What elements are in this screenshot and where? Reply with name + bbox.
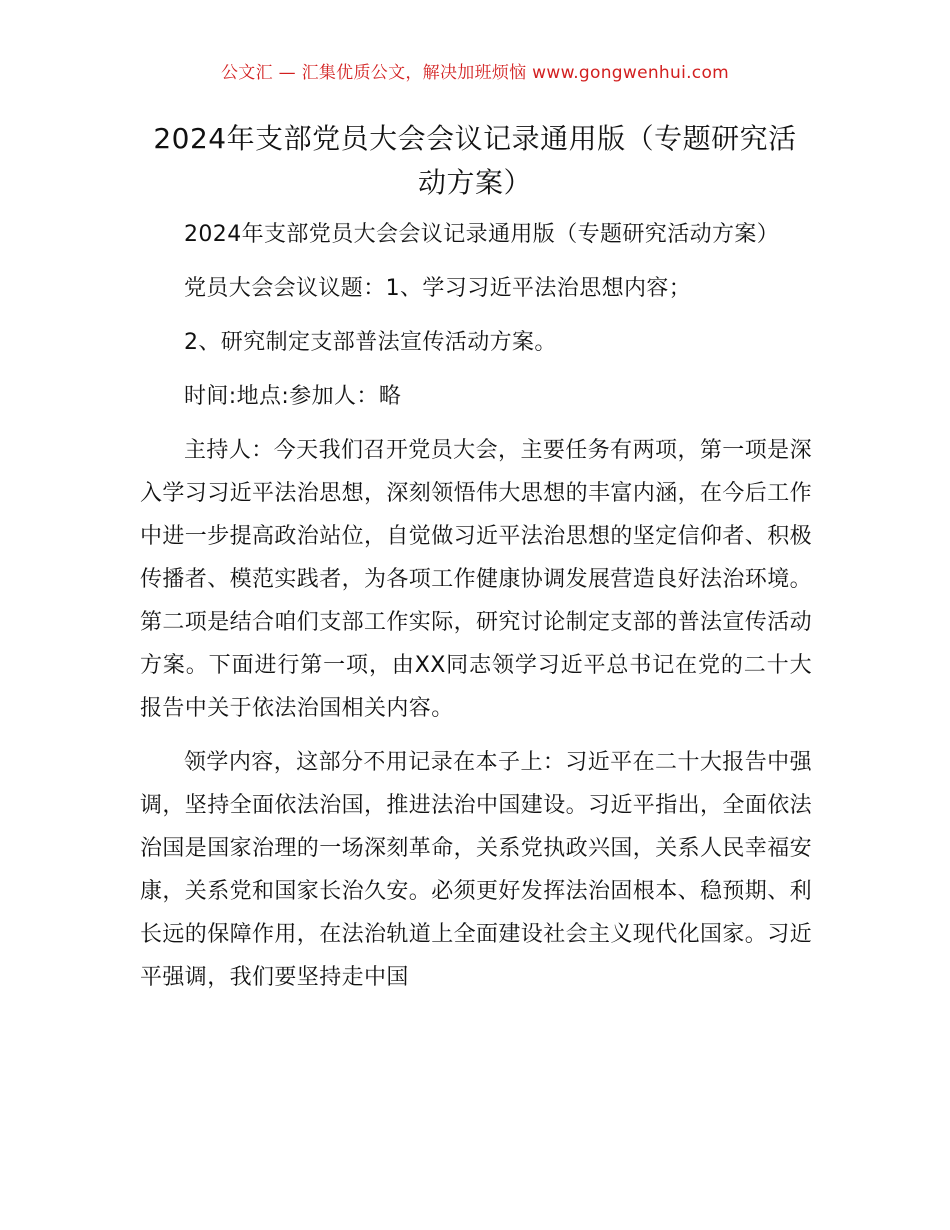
paragraph-subtitle: 2024年支部党员大会会议记录通用版（专题研究活动方案）	[184, 222, 780, 247]
document-title: 2024年支部党员大会会议记录通用版（专题研究活动方案）	[153, 122, 797, 199]
paragraph-study-content: 领学内容，这部分不用记录在本子上：习近平在二十大报告中强调，坚持全面依法治国，推进法治中国建设。习近平指出，全面依法治国是国家治理的一场深刻革命，关系党执政兴国，关系人民幸福安康，关系党和国家长治久安。必须更好发挥法治固根本、稳预期、利长远的保障作用，在法治轨道上全面建设社会主义现代化国家。习近平强调，我们要坚持走中国	[140, 750, 813, 990]
document-body	[140, 213, 812, 1010]
paragraph-agenda-item-2: 2、研究制定支部普法宣传活动方案。	[184, 330, 557, 355]
paragraph-time-place-attendees: 时间:地点:参加人：略	[184, 384, 402, 409]
paragraph-agenda-item-1: 党员大会会议议题：1、学习习近平法治思想内容；	[184, 276, 692, 301]
paragraph-host-remarks: 主持人：今天我们召开党员大会，主要任务有两项，第一项是深入学习习近平法治思想，深刻领悟伟大思想的丰富内涵，在今后工作中进一步提高政治站位，自觉做习近平法治思想的坚定信仰者、积极传播者、模范实践者，为各项工作健康协调发展营造良好法治环境。第二项是结合咱们支部工作实际，研究讨论制定支部的普法宣传活动方案。下面进行第一项，由XX同志领学习近平总书记在党的二十大报告中关于依法治国相关内容。	[140, 438, 813, 721]
site-header-banner: 公文汇 — 汇集优质公文，解决加班烦恼 www.gongwenhui.com	[220, 63, 730, 83]
